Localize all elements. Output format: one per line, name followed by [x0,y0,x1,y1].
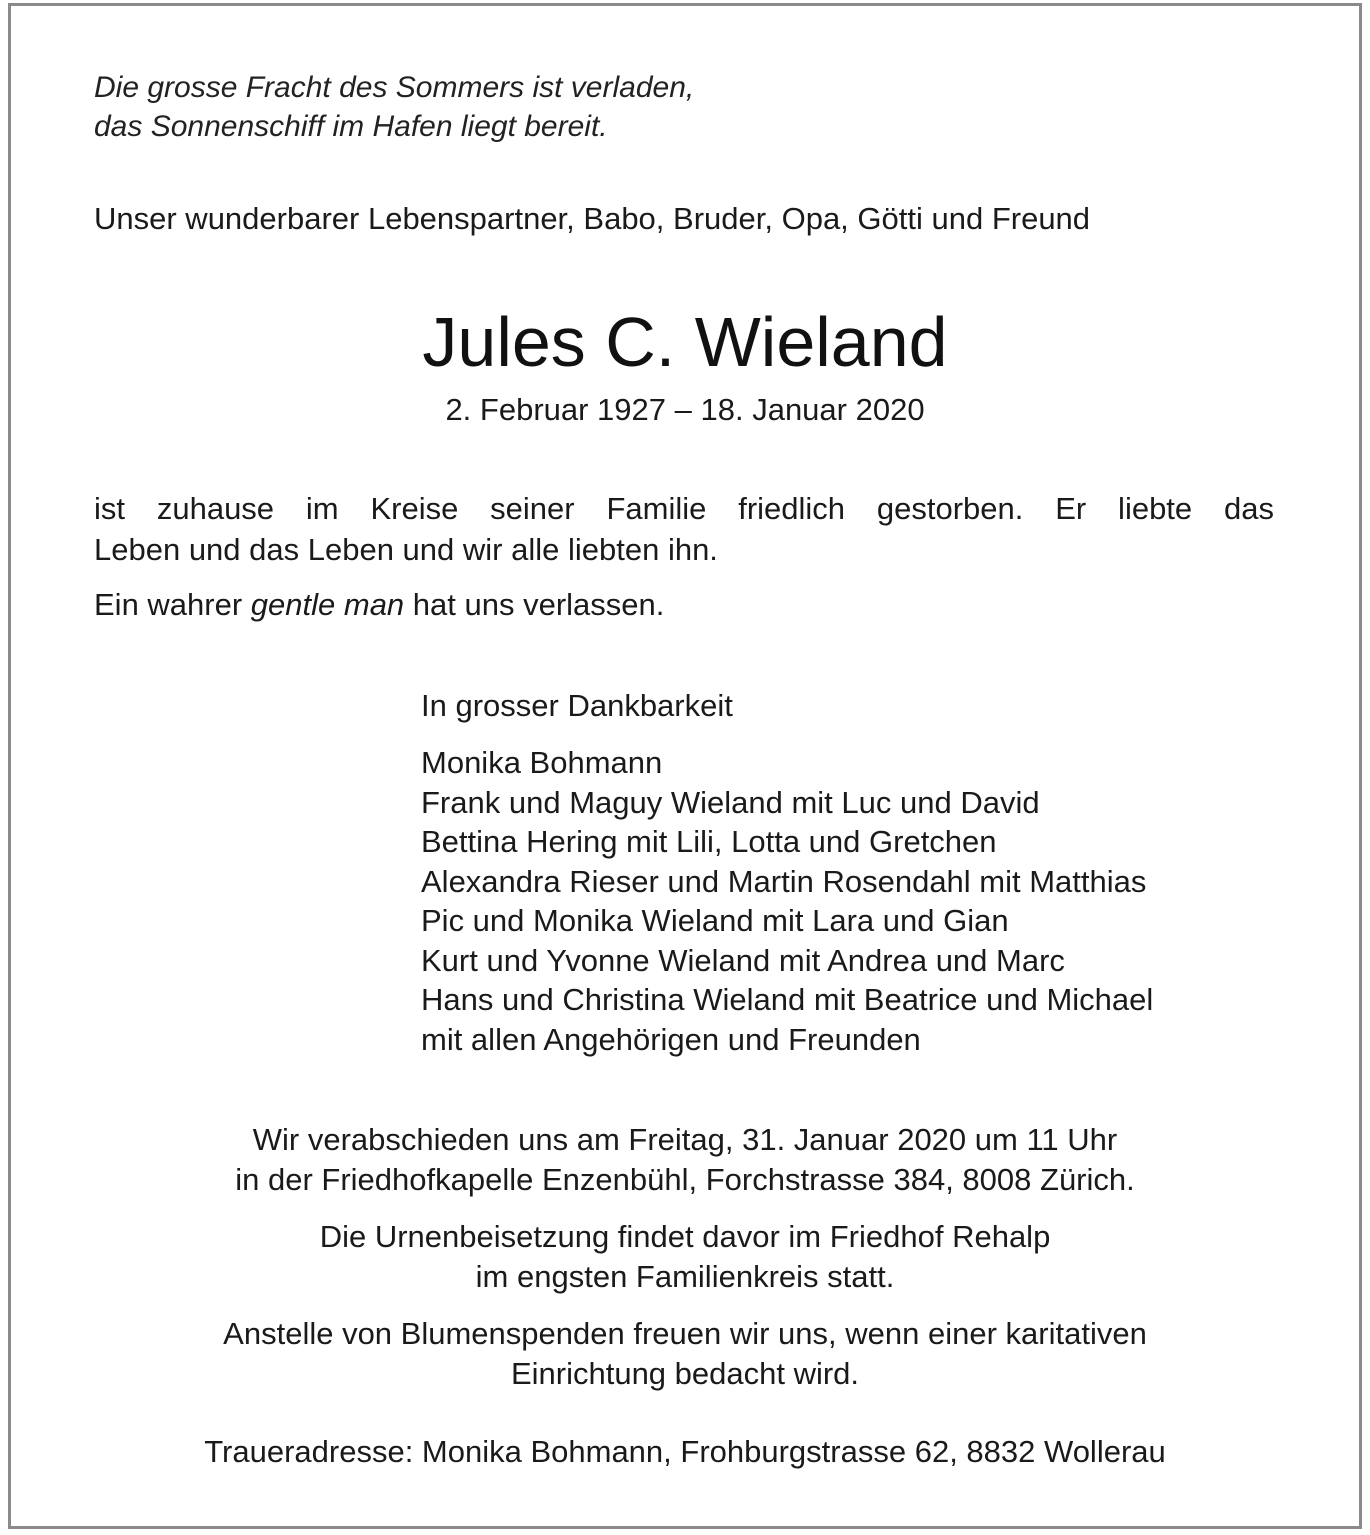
mourner-item: Hans und Christina Wieland mit Beatrice und Michael [421,982,1154,1017]
gentle-italic: gentle man [250,587,405,622]
mourner-item: Monika Bohmann [421,745,663,780]
burial-info [0,1217,1370,1297]
message-line-1: ist zuhause im Kreise seiner Familie friedlich gestorben. Er liebte das [94,491,1274,526]
gentle-suffix: hat uns verlassen. [404,587,665,622]
message-line-2: Leben und das Leben und wir alle liebten ihn. [94,532,718,567]
intro-text: Unser wunderbarer Lebenspartner, Babo, Bruder, Opa, Götti und Freund [94,201,1091,236]
burial-line-1: Die Urnenbeisetzung findet davor im Friedhof Rehalp [319,1219,1051,1254]
mourners-list [421,743,1153,1059]
deceased-name: Jules C. Wieland [422,303,948,381]
mourning-address: Traueradresse: Monika Bohmann, Frohburgstrasse 62, 8832 Wollerau [204,1434,1166,1469]
donation-line-2: Einrichtung bedacht wird. [510,1356,860,1391]
mourner-item: Alexandra Rieser und Martin Rosendahl mit Matthias [421,863,1147,899]
service-info [0,1120,1370,1200]
mourner-item: mit allen Angehörigen und Freunden [421,1021,921,1057]
donation-line-1: Anstelle von Blumenspenden freuen wir uns, wenn einer karitativen [223,1316,1147,1351]
mourner-item: Kurt und Yvonne Wieland mit Andrea und Marc [421,942,1065,978]
message-paragraph [94,488,1274,570]
poem-line-1: Die grosse Fracht des Sommers ist verladen, [94,71,695,104]
burial-line-2: im engsten Familienkreis statt. [475,1259,895,1294]
life-dates: 2. Februar 1927 – 18. Januar 2020 [445,392,925,427]
thanks-heading: In grosser Dankbarkeit [421,688,733,723]
service-line-2: in der Friedhofkapelle Enzenbühl, Forchstrasse 384, 8008 Zürich. [235,1162,1135,1197]
poem-line-2: das Sonnenschiff im Hafen liegt bereit. [94,110,608,143]
gentle-man-sentence [94,585,664,625]
mourner-item: Pic und Monika Wieland mit Lara und Gian [421,903,1009,938]
service-line-1: Wir verabschieden uns am Freitag, 31. Januar 2020 um 11 Uhr [252,1122,1118,1157]
mourner-item: Bettina Hering mit Lili, Lotta und Gretchen [421,824,997,859]
donation-note [0,1314,1370,1394]
mourner-item: Frank und Maguy Wieland mit Luc und David [421,784,1040,820]
gentle-prefix: Ein wahrer [94,587,251,622]
poem-verse [94,68,694,146]
